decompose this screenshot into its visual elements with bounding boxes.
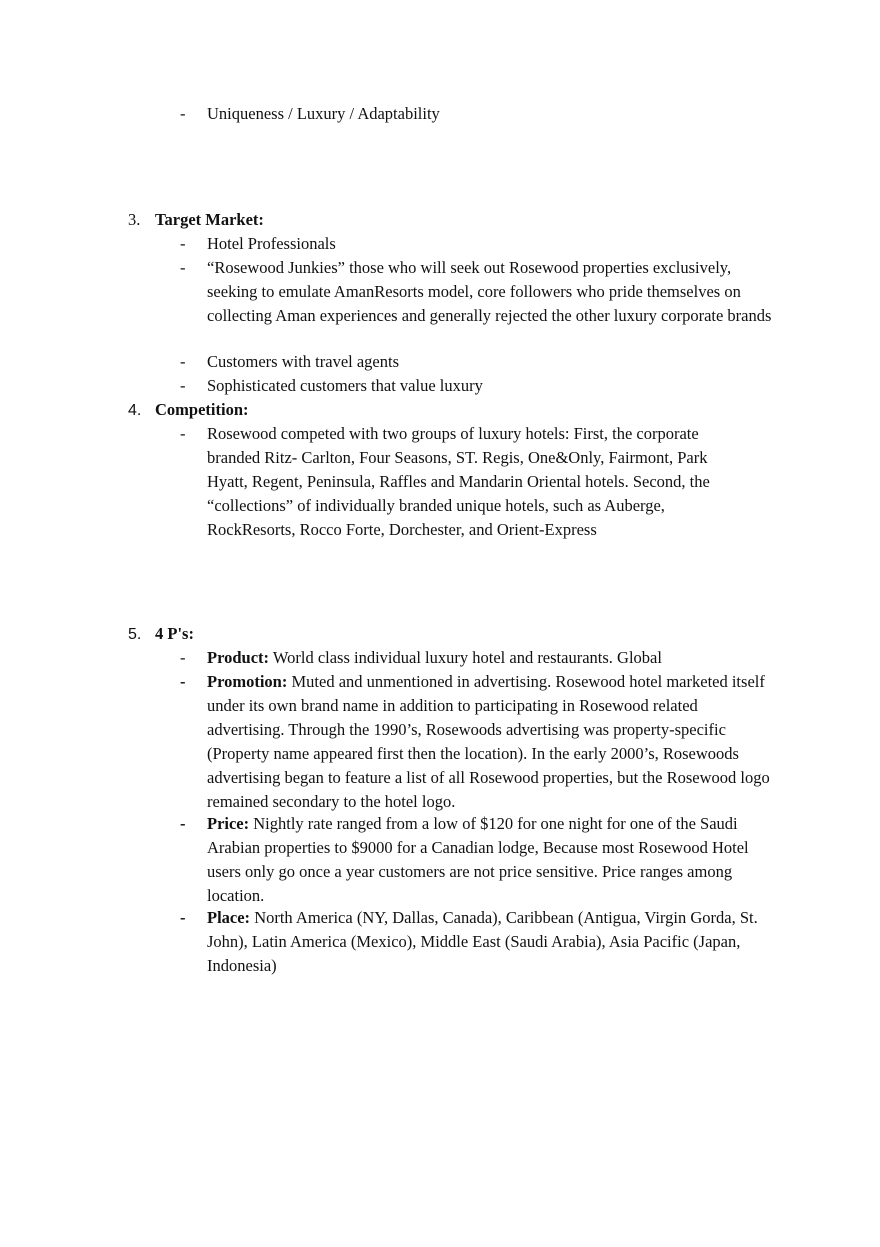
list-item-text: Hotel Professionals bbox=[207, 234, 336, 253]
item-description: World class individual luxury hotel and restaurants. Global bbox=[269, 648, 662, 667]
item-description: Muted and unmentioned in advertising. Rosewood hotel marketed itself under its own brand name in addition to participating in Rosewood related advertising. Through the 1990’s, Rosewoods advertising was property-specific (Property name appeared first then the location). In the early 2000’s, Rosewoods advertising began to feature a list of all Rosewood properties, but the Rosewood logo remained secondary to the hotel logo. bbox=[207, 672, 770, 811]
bullet-dash: - bbox=[180, 908, 186, 927]
section-number: 3. bbox=[128, 210, 141, 229]
bullet-dash: - bbox=[180, 814, 186, 833]
section-title: 4 P's: bbox=[155, 624, 194, 643]
bullet-dash: - bbox=[180, 104, 186, 123]
list-item-text bbox=[207, 906, 772, 978]
bullet-dash: - bbox=[180, 672, 186, 691]
bullet-dash: - bbox=[180, 234, 186, 253]
item-label: Promotion: bbox=[207, 672, 288, 691]
bullet-dash: - bbox=[180, 352, 186, 371]
section-heading-target-market bbox=[128, 208, 264, 232]
item-label: Price: bbox=[207, 814, 250, 833]
list-item-text: Customers with travel agents bbox=[207, 352, 400, 371]
item-description: Nightly rate ranged from a low of $120 for one night for one of the Saudi Arabian properties to $9000 for a Canadian lodge, Because most Rosewood Hotel users only go once a year customers are not price sensitive. Price ranges among location. bbox=[207, 814, 749, 905]
section-number: 4. bbox=[128, 402, 142, 419]
section-heading-four-ps bbox=[128, 622, 194, 647]
item-label: Product: bbox=[207, 648, 270, 667]
list-item-text bbox=[207, 812, 780, 908]
list-item-text bbox=[207, 646, 780, 670]
bullet-dash: - bbox=[180, 648, 186, 667]
bullet-dash: - bbox=[180, 376, 186, 395]
intro-bullet-text: Uniqueness / Luxury / Adaptability bbox=[207, 104, 440, 123]
section-number: 5. bbox=[128, 626, 142, 643]
section-title: Target Market: bbox=[155, 210, 264, 229]
list-item-text: Sophisticated customers that value luxury bbox=[207, 376, 483, 395]
list-item-text: Rosewood competed with two groups of luxury hotels: First, the corporate branded Ritz- Carlton, Four Seasons, ST. Regis, One&Only, Fairmont, Park Hyatt, Regent, Peninsula, Raffles and Mandarin Oriental hotels. Second, the “collections” of individually branded unique hotels, such as Auberge, RockResorts, Rocco Forte, Dorchester, and Orient-Express bbox=[207, 424, 710, 539]
bullet-dash: - bbox=[180, 424, 186, 443]
list-item-text: “Rosewood Junkies” those who will seek out Rosewood properties exclusively, seeking to emulate AmanResorts model, core followers who pride themselves on collecting Aman experiences and generally rejected the other luxury corporate brands bbox=[207, 258, 772, 325]
section-title: Competition: bbox=[155, 400, 249, 419]
bullet-dash: - bbox=[180, 258, 186, 277]
item-description: North America (NY, Dallas, Canada), Caribbean (Antigua, Virgin Gorda, St. John), Latin America (Mexico), Middle East (Saudi Arabia), Asia Pacific (Japan, Indonesia) bbox=[207, 908, 758, 975]
item-label: Place: bbox=[207, 908, 251, 927]
section-heading-competition bbox=[128, 398, 249, 423]
list-item-text bbox=[207, 670, 775, 814]
